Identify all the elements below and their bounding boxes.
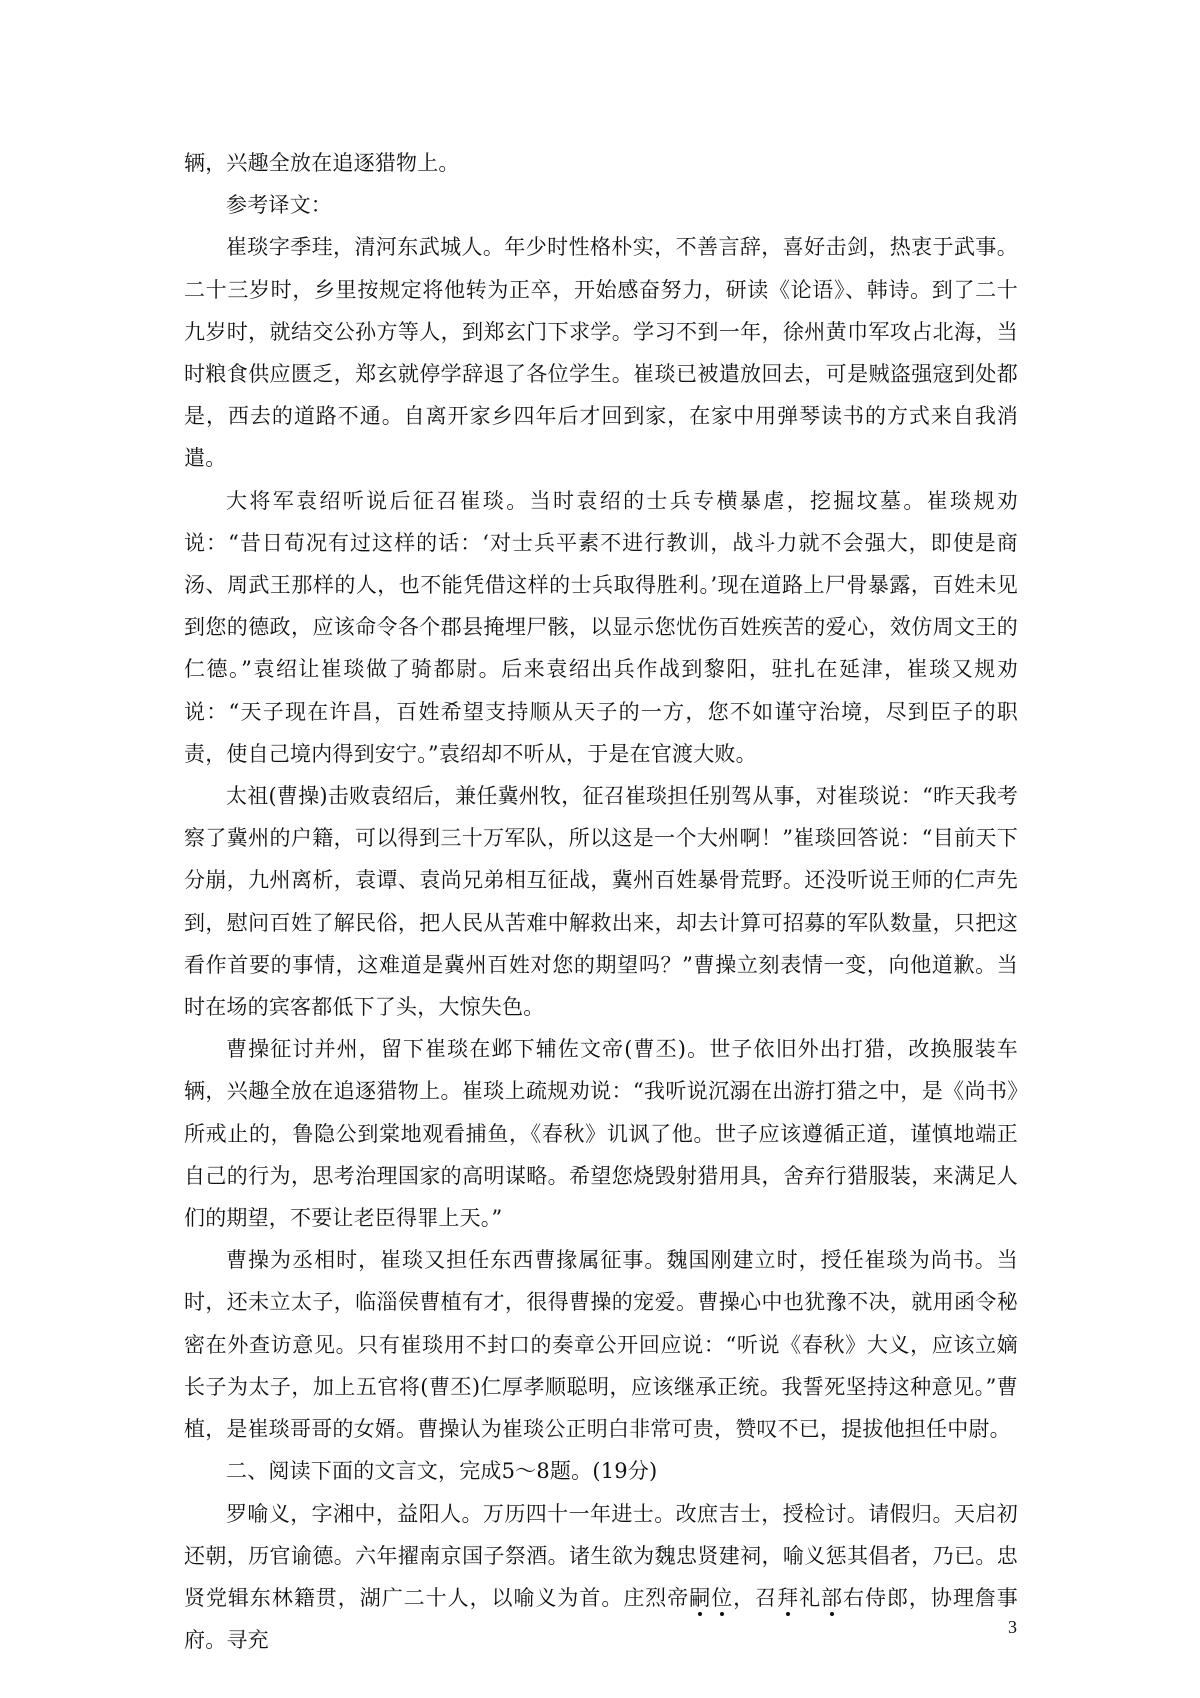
emphasis-char: 位 [711,1585,734,1610]
document-body [184,142,1018,1661]
paragraph: 曹操为丞相时，崔琰又担任东西曹掾属征事。魏国刚建立时，授任崔琰为尚书。当时，还未立太子，临淄侯曹植有才，很得曹操的宠爱。曹操心中也犹豫不决，就用函令秘密在外查访意见。只有崔琰用不封口的奏章公开回应说：“听说《春秋》大义，应该立嫡长子为太子，加上五官将(曹丕)仁厚孝顺聪明，应该继承正统。我誓死坚持这种意见。”曹植，是崔琰哥哥的女婿。曹操认为崔琰公正明白非常可贵，赞叹不已，提拔他担任中尉。 [184,1248,1018,1442]
paragraph-text: 右侍郎，协理詹事府。寻充 [184,1585,1018,1653]
emphasis-char: 拜 [777,1585,800,1610]
paragraph: 曹操征讨并州，留下崔琰在邺下辅佐文帝(曹丕)。世子依旧外出打猎，改换服装车辆，兴趣全放在追逐猎物上。崔琰上疏规劝说：“我听说沉溺在出游打猎之中，是《尚书》所戒止的，鲁隐公到棠地观看捕鱼，《春秋》讥讽了他。世子应该遵循正道，谨慎地端正自己的行为，思考治理国家的高明谋略。希望您烧毁射猎用具，舍弃行猎服装，来满足人们的期望，不要让老臣得罪上天。” [184,1037,1018,1231]
emphasis-char: 嗣 [689,1585,712,1610]
paragraph: 崔琰字季珪，清河东武城人。年少时性格朴实，不善言辞，喜好击剑，热衷于武事。二十三岁时，乡里按规定将他转为正卒，开始感奋努力，研读《论语》、韩诗。到了二十九岁时，就结交公孙方等人，到郑玄门下求学。学习不到一年，徐州黄巾军攻占北海，当时粮食供应匮乏，郑玄就停学辞退了各位学生。崔琰已被遣放回去，可是贼盗强寇到处都是，西去的道路不通。自离开家乡四年后才回到家，在家中用弹琴读书的方式来自我消遣。 [184,235,1018,471]
paragraph [184,1493,1018,1662]
section-heading: 二、阅读下面的文言文，完成5～8题。(19分) [226,1459,658,1484]
page-number: 3 [1008,1617,1017,1637]
paragraph-text: ，召 [733,1585,778,1610]
paragraph-text: 礼 [799,1585,822,1610]
emphasis-char: 部 [821,1585,844,1610]
paragraph-text: 罗喻义，字湘中，益阳人。万历四十一年进士。改庶吉士，授检讨。请假归。天启初还朝，历官谕德。六年擢南京国子祭酒。诸生欲为魏忠贤建祠，喻义惩其倡者，乃已。忠贤党辑东林籍贯，湖广二十人，以喻义为首。庄烈帝 [184,1501,1018,1610]
paragraph: 太祖(曹操)击败袁绍后，兼任冀州牧，征召崔琰担任别驾从事，对崔琰说：“昨天我考察了冀州的户籍，可以得到三十万军队，所以这是一个大州啊！”崔琰回答说：“目前天下分崩，九州离析，袁谭、袁尚兄弟相互征战，冀州百姓暴骨荒野。还没听说王师的仁声先到，慰问百姓了解民俗，把人民从苦难中解救出来，却去计算可招募的军队数量，只把这看作首要的事情，这难道是冀州百姓对您的期望吗？”曹操立刻表情一变，向他道歉。当时在场的宾客都低下了头，大惊失色。 [184,784,1018,1020]
paragraph: 大将军袁绍听说后征召崔琰。当时袁绍的士兵专横暴虐，挖掘坟墓。崔琰规劝说：“昔日荀况有过这样的话：‘对士兵平素不进行教训，战斗力就不会强大，即使是商汤、周武王那样的人，也不能凭借这样的士兵取得胜利。’现在道路上尸骨暴露，百姓未见到您的德政，应该命令各个郡县掩埋尸骸，以显示您忧伤百姓疾苦的爱心，效仿周文王的仁德。”袁绍让崔琰做了骑都尉。后来袁绍出兵作战到黎阳，驻扎在延津，崔琰又规劝说：“天子现在许昌，百姓希望支持顺从天子的一方，您不如谨守治境，尽到臣子的职责，使自己境内得到安宁。”袁绍却不听从，于是在官渡大败。 [184,488,1018,766]
paragraph: 辆，兴趣全放在追逐猎物上。 [184,151,460,175]
paragraph: 参考译文： [226,193,332,218]
